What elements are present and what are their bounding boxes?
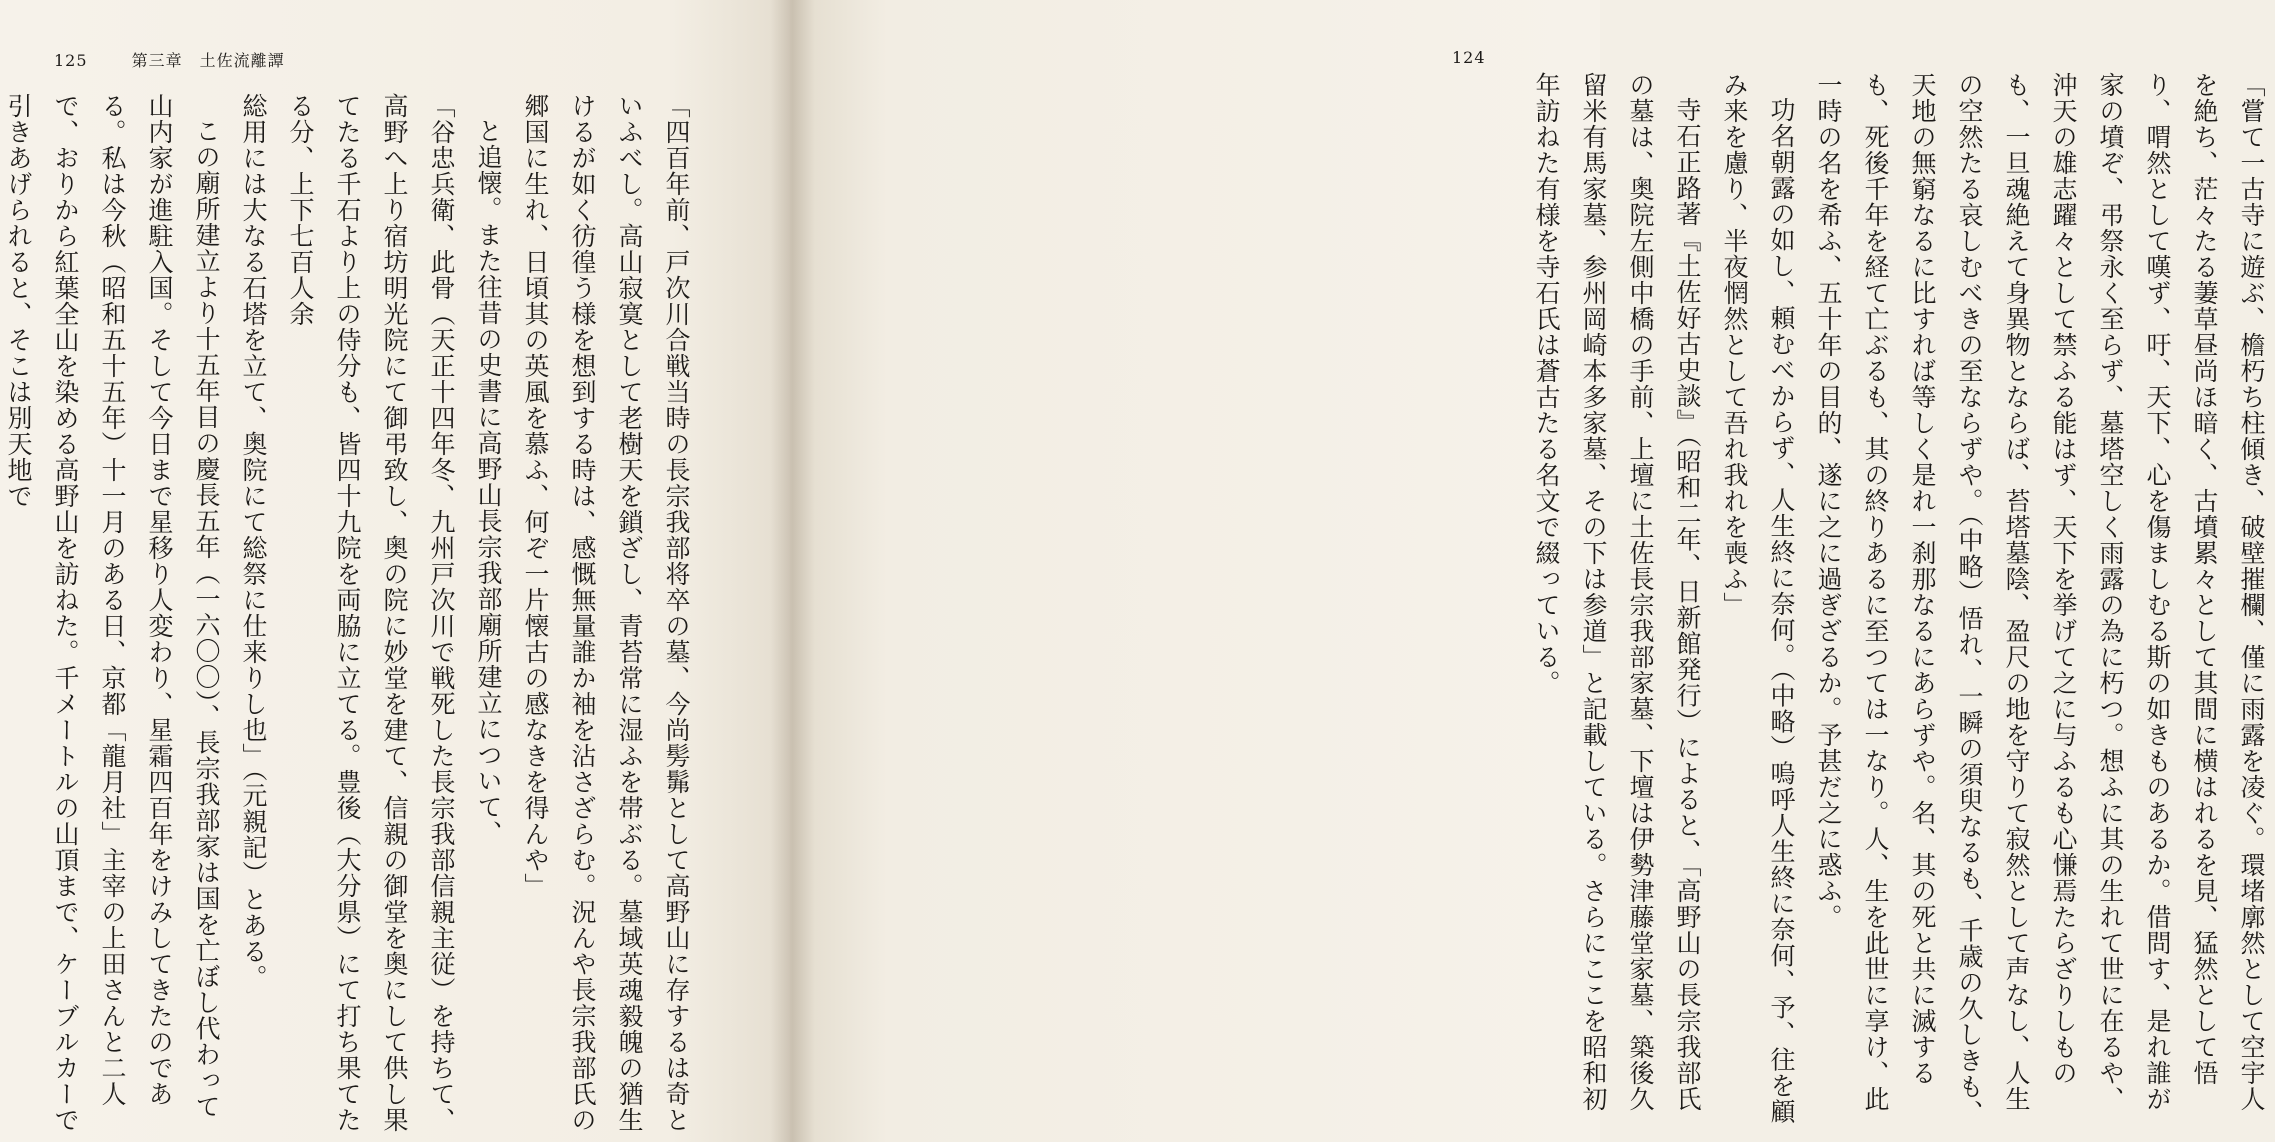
quote-paragraph-chutobei: 「谷忠兵衛、此骨（天正十四年冬、九州戸次川で戦死した長宗我部信親主従）を持ちて、高野へ上り宿坊明光院にて御弔致し、奥の院に妙堂を建て、信親の御堂を奥にして供し果てたる千石より上の侍分も、皆四十九院を両脇に立てる。豊後（大分県）にて打ち果てたる分、上下七百人余 [286, 93, 456, 1133]
right-page-number: 124 [1452, 48, 1486, 67]
text-paragraph-komyo: 功名朝露の如し、頼むべからず、人生終に奈何。（中略）嗚呼人生終に奈何、予、往を顧み来を慮り、半夜惘然として吾れ我れを喪ふ」 [1720, 72, 1796, 1125]
left-page-body [4, 93, 700, 1133]
text-paragraph-recollection: と追懐。また往昔の史書に高野山長宗我部廟所建立について、 [474, 118, 503, 846]
chapter-header: 第三章 土佐流離譚 [131, 51, 285, 70]
text-paragraph-motochikaki: 総用には大なる石塔を立て、奥院にて総祭に仕来りし也」（元親記）とある。 [239, 93, 268, 991]
quote-paragraph-shrine: 「四百年前、戸次川合戦当時の長宗我部将卒の墓、今尚髣髴として高野山に存するは奇といふべし。高山寂寞として老樹天を鎖ざし、青苔常に湿ふを帯ぶる。墓域英魂毅魄の猶生けるが如く彷徨う様を想到する時は、感慨無量誰か袖を沾さざらむ。況んや長宗我部氏の郷国に生れ、日頃其の英風を慕ふ、何ぞ一片懐古の感なきを得んや」 [521, 93, 691, 1133]
left-page [0, 0, 790, 1142]
right-page [790, 0, 2266, 1142]
right-page-body [1532, 72, 2275, 1132]
quote-paragraph-old-temple: 「嘗て一古寺に遊ぶ、檐朽ち柱傾き、破壁摧欄、僅に雨露を凌ぐ。環堵廓然として空宇人を絶ち、茫々たる萋草昼尚ほ暗く、古墳累々として其間に横はれるを見、猛然として悟り、喟然として嘆ず、吁、天下、心を傷ましむる斯の如きものあるか。借問す、是れ誰が家の墳ぞ、弔祭永く至らず、墓塔空しく雨露の為に朽つ。想ふに其の生れて世に在るや、沖天の雄志躍々として禁ふる能はず、天下を挙げて之に与ふるも心慊焉たらざりしものも、一旦魂絶えて身異物とならば、苔塔墓陰、盈尺の地を守りて寂然として声なし、人生の空然たる哀しむべきの至ならずや。（中略）悟れ、一瞬の須臾なるも、千歳の久しきも、天地の無窮なるに比すれば等しく是れ一刹那なるにあらずや。名、其の死と共に滅するも、死後千年を経て亡ぶるも、其の終りあるに至つては一なり。人、生を此世に享け、此一時の名を希ふ、五十年の目的、遂に之に過ぎざるか。予甚だ之に惑ふ。 [1814, 72, 2266, 1126]
book-gutter [770, 0, 815, 1142]
text-paragraph-teraishi: 寺石正路著『土佐好古史談』（昭和二年、日新館発行）によると、「高野山の長宗我部氏の墓は、奥院左側中橋の手前、上壇に土佐長宗我部家墓、下壇は伊勢津藤堂家墓、築後久留米有馬家墓、参州岡崎本多家墓、その下は参道」と記載している。さらにここを昭和初年訪ねた有様を寺石氏は蒼古たる名文で綴っている。 [1532, 72, 1702, 1112]
left-page-number: 125 [54, 51, 88, 70]
left-page-header [54, 48, 285, 71]
text-paragraph-koyasan-visit: この廟所建立より十五年目の慶長五年（一六〇〇）、長宗我部家は国を亡ぼし代わって山内家が進駐入国。そして今日まで星移り人変わり、星霜四百年をけみしてきたのである。私は今秋（昭和五十五年）十一月のある日、京都「龍月社」主宰の上田さんと二人で、おりから紅葉全山を染める高野山を訪ねた。千メートルの山頂まで、ケーブルカーで引きあげられると、そこは別天地で [4, 93, 221, 1133]
right-page-header [1452, 48, 1486, 67]
